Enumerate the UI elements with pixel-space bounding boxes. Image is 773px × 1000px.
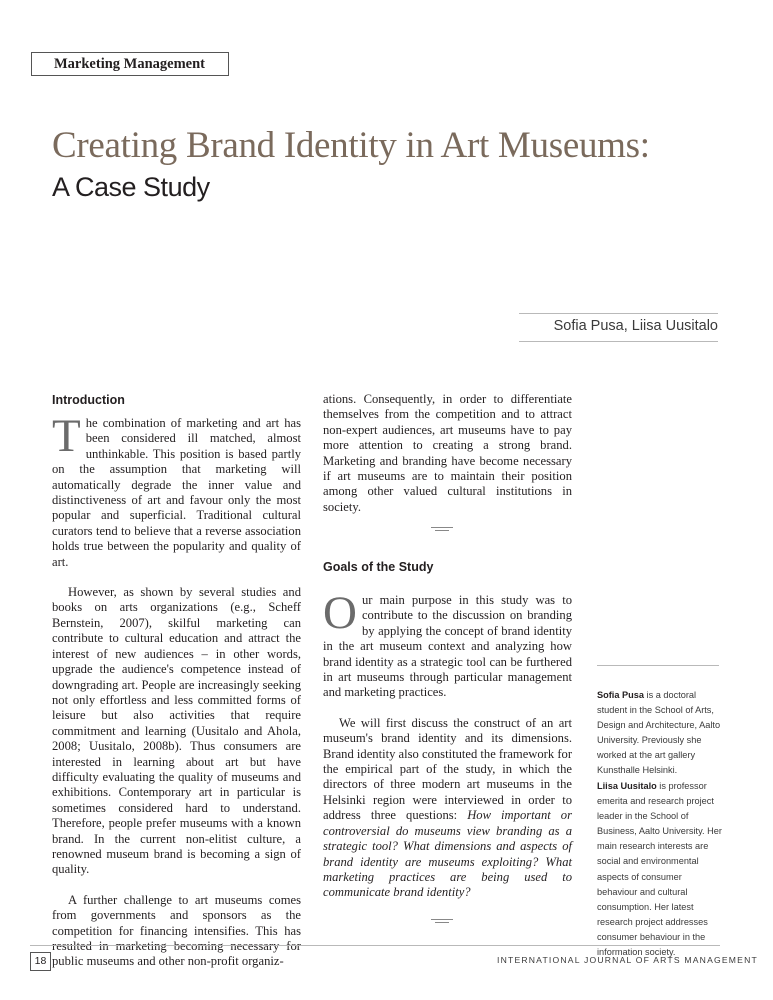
intro-paragraph-2: However, as shown by several studies and books on arts organizations (e.g., Scheff Bernstein, 2007), skilful marketing can contribute to cultural education and attract the interest of new audiences – in other words, upgrade the audience's competence instead of downgrading art. People are increasingly seeking not only effortless and less committed forms of leisure but also activities that require commitment and learning (Uusitalo and Ahola, 2008; Uusitalo, 2008b). Thus consumers are interested in learning about art but have difficulty evaluating the quality of museums and exhibitions. Contemporary art in particular is sometimes considered hard to understand. Therefore, people prefer museums with a known brand. In the current non-elitist culture, a renowned museum brand is becoming a sign of quality.	[52, 585, 301, 877]
intro-paragraph-3: A further challenge to art museums comes from governments and sponsors as the competition for financing intensifies. This has resulted in marketing becoming necessary for public museums and other non-profit organiz-	[52, 892, 301, 969]
author-rule-bottom	[519, 341, 718, 342]
bio-name: Liisa Uusitalo	[597, 781, 657, 791]
footer-rule	[30, 945, 720, 946]
section-divider-ornament	[431, 526, 453, 533]
journal-name: INTERNATIONAL JOURNAL OF ARTS MANAGEMENT	[497, 955, 758, 965]
bio-text: is a doctoral student in the School of Arts, Design and Architecture, Aalto University. Previously she worked at the art gallery Kunsthalle Helsinki.	[597, 690, 721, 776]
intro-paragraph-continued: ations. Consequently, in order to differentiate themselves from the competition and to attract non-expert audiences, art museums have to pay more attention to creating a strong brand. Marketing and branding have become necessary if art museums are to maintain their position among other valued cultural institutions in society.	[323, 392, 572, 514]
goals-p2-text: We will first discuss the construct of an art museum's brand identity and its dimensions. Brand identity also constituted the framework for the empirical part of the study, in which the directors of three modern art museums in the Helsinki region were interviewed in order to address three questions:	[323, 715, 573, 823]
intro-paragraph-1	[52, 410, 301, 570]
introduction-heading: Introduction	[52, 393, 125, 407]
section-label: Marketing Management	[31, 52, 229, 76]
intro-p1-text: he combination of marketing and art has been considered ill matched, almost unthinkable. This position is based partly on the assumption that marketing will automatically degrade the inner value and distinctiveness of art and favour only the most popular and superficial. Traditional cultural curators tend to believe that a reverse association holds true between the popularity and quality of art.	[52, 416, 301, 569]
dropcap-t: T	[52, 410, 81, 462]
research-questions: How important or controversial do museums view branding as a strategic tool? What dimensions and aspects of brand identity are museums exploiting? What marketing practices are being used to communicate brand identity?	[323, 808, 572, 900]
bio-sofia-pusa	[597, 688, 722, 779]
end-ornament	[431, 918, 453, 925]
article-subtitle: A Case Study	[52, 172, 210, 202]
goals-column	[323, 587, 573, 901]
bio-text: is professor emerita and research project leader in the School of Business, Aalto University. Her main research interests are social and environmental aspects of consumer behaviour and cultural consumption. Her latest research project addresses consumer behaviour in the information society.	[597, 781, 722, 958]
article-title: Creating Brand Identity in Art Museums:	[52, 125, 650, 166]
goals-paragraph-2	[323, 716, 572, 901]
page-number: 18	[30, 952, 51, 971]
author-names: Sofia Pusa, Liisa Uusitalo	[553, 318, 718, 334]
goals-paragraph-1	[323, 587, 572, 701]
left-column	[52, 410, 301, 970]
goals-p1-text: ur main purpose in this study was to contribute to the discussion on branding by applying the concept of brand identity in the art museum context and analyzing how brand identity as a strategic tool can be furthered in art museums through particular management and marketing practices.	[323, 593, 572, 700]
bio-liisa-uusitalo	[597, 779, 722, 960]
author-rule-top	[519, 313, 718, 314]
bio-rule	[597, 665, 719, 666]
dropcap-o: O	[323, 587, 357, 639]
bio-name: Sofia Pusa	[597, 690, 644, 700]
goals-heading: Goals of the Study	[323, 560, 434, 574]
intro-continuation	[323, 392, 572, 515]
